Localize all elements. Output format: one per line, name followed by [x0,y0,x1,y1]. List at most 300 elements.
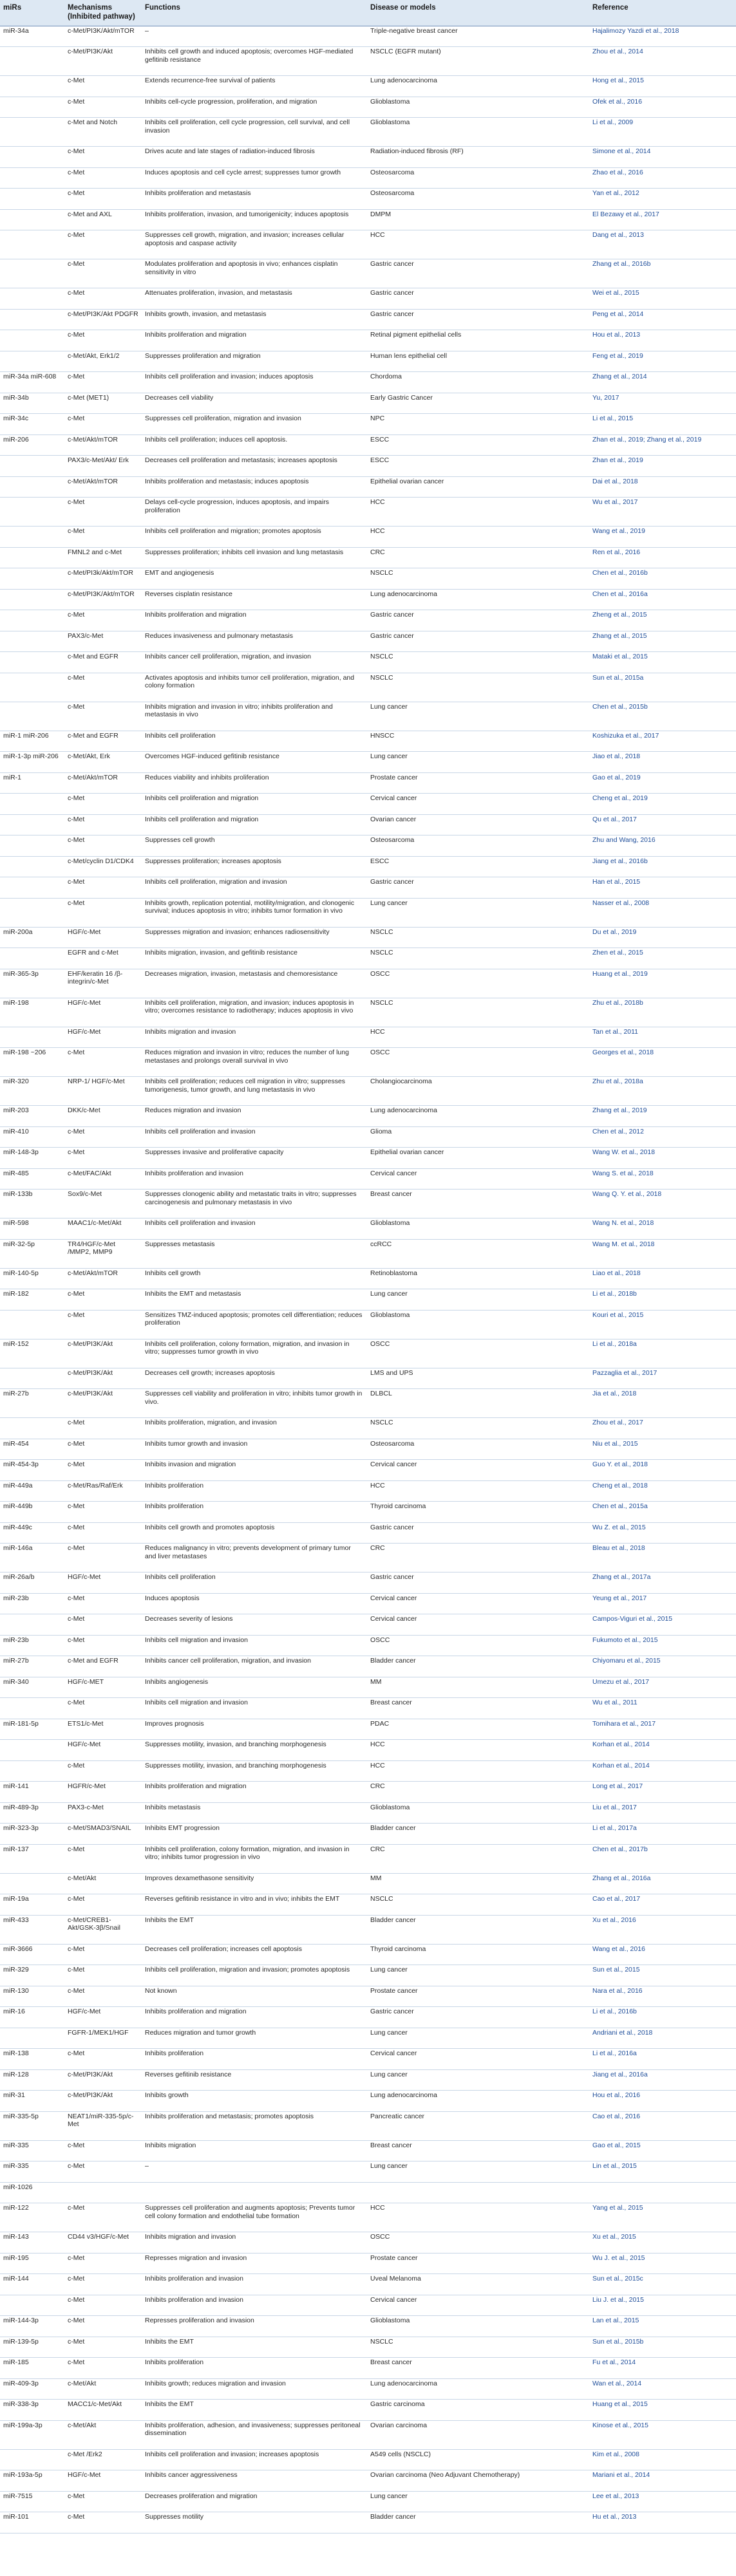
mechanism-cell: c-Met/FAC/Akt [64,1168,142,1190]
mechanism-cell: c-Met [64,1048,142,1077]
reference-cell: Yan et al., 2012 [589,189,736,210]
mir-cell: miR-365-3p [0,969,64,998]
table-row [0,2400,736,2421]
mir-cell [0,1368,64,1389]
mir-cell [0,1740,64,1761]
mechanism-cell: HGF/c-MET [64,1677,142,1698]
disease-cell: Gastric cancer [367,877,589,899]
reference-cell: Wang Q. Y. et al., 2018 [589,1190,736,1218]
table-row [0,2111,736,2140]
header-reference: Reference [589,0,736,26]
disease-cell: Lung cancer [367,752,589,773]
table-row [0,1168,736,1190]
table-row [0,1873,736,1894]
reference-cell: Fukumoto et al., 2015 [589,1635,736,1656]
disease-cell: Epithelial ovarian cancer [367,476,589,498]
table-row [0,1614,736,1636]
reference-cell: Zhu and Wang, 2016 [589,835,736,857]
mechanism-cell: MACC1/c-Met/Akt [64,2400,142,2421]
mir-cell: miR-34b [0,393,64,414]
table-row [0,568,736,590]
function-cell: Reduces migration and tumor growth [142,2028,367,2049]
table-row [0,288,736,310]
mir-cell: miR-3666 [0,1944,64,1965]
function-cell: Suppresses metastasis [142,1239,367,1268]
mechanism-cell: c-Met [64,2049,142,2070]
function-cell: Inhibits proliferation, migration, and invasion [142,1418,367,1439]
reference-cell: Zhen et al., 2015 [589,948,736,969]
reference-cell: Liao et al., 2018 [589,1268,736,1289]
reference-cell: Gao et al., 2019 [589,772,736,794]
disease-cell: Retinal pigment epithelial cells [367,330,589,351]
reference-cell: Korhan et al., 2014 [589,1760,736,1782]
mir-cell: miR-206 [0,434,64,456]
mechanism-cell: c-Met/Ras/Raf/Erk [64,1480,142,1502]
reference-cell: Kim et al., 2008 [589,2449,736,2470]
mechanism-cell: HGF/c-Met [64,927,142,948]
function-cell: Inhibits migration, invasion, and gefitinib resistance [142,948,367,969]
disease-cell: CRC [367,1544,589,1573]
mir-cell [0,498,64,527]
mechanism-cell: c-Met [64,610,142,631]
function-cell: Inhibits cell proliferation and migration [142,814,367,835]
mechanism-cell: c-Met [64,1289,142,1311]
disease-cell: Lung adenocarcinoma [367,2091,589,2112]
reference-cell: Hu et al., 2013 [589,2512,736,2534]
function-cell: Inhibits the EMT [142,1915,367,1944]
function-cell: Suppresses motility [142,2512,367,2534]
function-cell: Inhibits cell proliferation and invasion; increases apoptosis [142,2449,367,2470]
table-row [0,1310,736,1339]
reference-cell: Chen et al., 2016a [589,589,736,610]
mir-cell [0,631,64,652]
header-row [0,0,736,26]
disease-cell: NSCLC [367,998,589,1027]
mechanism-cell: c-Met/Akt [64,2420,142,2449]
mir-cell [0,814,64,835]
reference-cell: Hou et al., 2013 [589,330,736,351]
table-row [0,652,736,673]
table-row [0,1126,736,1148]
reference-cell: Liu J. et al., 2015 [589,2295,736,2316]
disease-cell: PDAC [367,1719,589,1740]
reference-cell: Li et al., 2009 [589,118,736,147]
table-row [0,1027,736,1048]
mir-cell [0,948,64,969]
mechanism-cell: c-Met [64,2140,142,2161]
mir-cell [0,527,64,548]
table-row [0,702,736,731]
mir-cell: miR-101 [0,2512,64,2534]
function-cell: Inhibits cell proliferation, migration and invasion [142,877,367,899]
function-cell: Inhibits proliferation [142,2358,367,2379]
mechanism-cell: c-Met [64,76,142,97]
table-row [0,1368,736,1389]
disease-cell: Bladder cancer [367,1915,589,1944]
mir-cell: miR-193a-5p [0,2470,64,2492]
table-row [0,456,736,477]
function-cell: Inhibits cell-cycle progression, proliferation, and migration [142,97,367,118]
mir-cell [0,259,64,288]
function-cell: Inhibits proliferation [142,2049,367,2070]
mechanism-cell: HGFR/c-Met [64,1782,142,1803]
table-row [0,1719,736,1740]
mir-cell [0,1027,64,1048]
mechanism-cell: HGF/c-Met [64,998,142,1027]
function-cell: Suppresses motility, invasion, and branching morphogenesis [142,1740,367,1761]
reference-cell: Tan et al., 2011 [589,1027,736,1048]
table-row [0,1740,736,1761]
table-row [0,2203,736,2232]
table-row [0,1802,736,1824]
mechanism-cell: FMNL2 and c-Met [64,547,142,568]
function-cell: Inhibits tumor growth and invasion [142,1439,367,1460]
mechanism-cell: c-Met and Notch [64,118,142,147]
mir-cell: miR-139-5p [0,2337,64,2358]
function-cell: Inhibits the EMT [142,2400,367,2421]
disease-cell: NSCLC [367,568,589,590]
table-row [0,476,736,498]
table-row [0,209,736,230]
mechanism-cell: c-Met/PI3K/Akt/mTOR [64,589,142,610]
reference-cell: Li et al., 2016b [589,2007,736,2028]
function-cell: Suppresses clonogenic ability and metastatic traits in vitro; suppresses carcinogenesis and pulmonary metastasis in vivo [142,1190,367,1218]
mir-cell [0,673,64,702]
function-cell [142,2182,367,2203]
table-row [0,814,736,835]
mechanism-cell: c-Met and EGFR [64,652,142,673]
mechanism-cell: c-Met/SMAD3/SNAIL [64,1824,142,1845]
mir-cell [0,589,64,610]
function-cell: Decreases cell proliferation and metastasis; increases apoptosis [142,456,367,477]
header-disease: Disease or models [367,0,589,26]
table-row [0,1698,736,1719]
mir-cell: miR-198 ~206 [0,1048,64,1077]
mir-cell: miR-320 [0,1077,64,1106]
mechanism-cell: EHF/keratin 16 /β-integrin/c-Met [64,969,142,998]
mir-cell [0,2028,64,2049]
function-cell: Inhibits proliferation and migration [142,1782,367,1803]
table-row [0,1106,736,1127]
table-row [0,898,736,927]
disease-cell: OSCC [367,1048,589,1077]
reference-cell: Cheng et al., 2019 [589,794,736,815]
disease-cell: Cervical cancer [367,1460,589,1481]
reference-cell: Zhang et al., 2016a [589,1873,736,1894]
function-cell: Inhibits proliferation, invasion, and tumorigenicity; induces apoptosis [142,209,367,230]
reference-cell: Zhan et al., 2019 [589,456,736,477]
function-cell: Decreases severity of lesions [142,1614,367,1636]
function-cell: Delays cell-cycle progression, induces apoptosis, and impairs proliferation [142,498,367,527]
table-row [0,351,736,372]
table-row [0,97,736,118]
disease-cell: Cervical cancer [367,2049,589,2070]
reference-cell: Wu et al., 2017 [589,498,736,527]
reference-cell: Umezu et al., 2017 [589,1677,736,1698]
disease-cell: Lung cancer [367,702,589,731]
function-cell: Reduces migration and invasion in vitro; reduces the number of lung metastases and prolongs overall survival in vivo [142,1048,367,1077]
table-row [0,2232,736,2254]
mechanism-cell: c-Met [64,2203,142,2232]
mir-cell [0,147,64,168]
mir-cell [0,189,64,210]
mir-cell [0,702,64,731]
function-cell: Decreases migration, invasion, metastasis and chemoresistance [142,969,367,998]
disease-cell: Bladder cancer [367,1656,589,1677]
function-cell: Induces apoptosis [142,1593,367,1614]
function-cell: Sensitizes TMZ-induced apoptosis; promotes cell differentiation; reduces proliferation [142,1310,367,1339]
function-cell: Inhibits the EMT and metastasis [142,1289,367,1311]
reference-cell: Chen et al., 2016b [589,568,736,590]
mir-cell: miR-449b [0,1502,64,1523]
reference-cell: Li et al., 2015 [589,414,736,435]
mechanism-cell: DKK/c-Met [64,1106,142,1127]
mir-cell: miR-200a [0,927,64,948]
mir-cell: miR-34c [0,414,64,435]
reference-cell: Korhan et al., 2014 [589,1740,736,1761]
mir-cell: miR-1 miR-206 [0,731,64,752]
reference-cell: Cao et al., 2017 [589,1894,736,1916]
disease-cell: Osteosarcoma [367,167,589,189]
table-row [0,998,736,1027]
mechanism-cell: c-Met [64,2512,142,2534]
reference-cell: Du et al., 2019 [589,927,736,948]
reference-cell: Wan et al., 2014 [589,2378,736,2400]
function-cell: – [142,2161,367,2183]
table-row [0,2295,736,2316]
disease-cell: NSCLC [367,1894,589,1916]
reference-cell: Sun et al., 2015a [589,673,736,702]
disease-cell: Ovarian carcinoma [367,2420,589,2449]
disease-cell: Osteosarcoma [367,1439,589,1460]
function-cell: Induces apoptosis and cell cycle arrest; suppresses tumor growth [142,167,367,189]
function-cell: Not known [142,1986,367,2007]
function-cell: Improves dexamethasone sensitivity [142,1873,367,1894]
mechanism-cell: c-Met [64,372,142,393]
disease-cell: ccRCC [367,1239,589,1268]
function-cell: Inhibits proliferation and migration [142,610,367,631]
disease-cell: NSCLC [367,652,589,673]
mechanism-cell: c-Met [64,877,142,899]
mechanism-cell: FGFR-1/MEK1/HGF [64,2028,142,2049]
function-cell: Inhibits cell proliferation, cell cycle progression, cell survival, and cell invasion [142,118,367,147]
mir-cell: miR-144 [0,2274,64,2295]
table-row [0,2316,736,2337]
table-row [0,1986,736,2007]
reference-cell: Wang N. et al., 2018 [589,1218,736,1240]
disease-cell: Osteosarcoma [367,189,589,210]
reference-cell: Wang et al., 2016 [589,1944,736,1965]
mir-cell: miR-27b [0,1656,64,1677]
disease-cell: Radiation-induced fibrosis (RF) [367,147,589,168]
mechanism-cell: c-Met/PI3K/Akt [64,47,142,76]
disease-cell: Lung cancer [367,1965,589,1986]
table-row [0,1824,736,1845]
disease-cell: Glioblastoma [367,1310,589,1339]
mir-cell [0,118,64,147]
table-row [0,2274,736,2295]
mechanism-cell: c-Met [64,2358,142,2379]
disease-cell: Glioblastoma [367,2316,589,2337]
reference-cell: Lan et al., 2015 [589,2316,736,2337]
function-cell: Inhibits cancer cell proliferation, migration, and invasion [142,1656,367,1677]
mechanism-cell: c-Met [64,1148,142,1169]
function-cell: Inhibits cell proliferation and migration [142,794,367,815]
function-cell: Inhibits proliferation [142,1502,367,1523]
mir-cell [0,1760,64,1782]
table-row [0,610,736,631]
table-row [0,167,736,189]
function-cell: Represses migration and invasion [142,2253,367,2274]
function-cell: Suppresses proliferation; increases apoptosis [142,856,367,877]
reference-cell: Zhao et al., 2016 [589,167,736,189]
mechanism-cell: Sox9/c-Met [64,1190,142,1218]
reference-cell: Chiyomaru et al., 2015 [589,1656,736,1677]
mir-cell [0,877,64,899]
function-cell: Inhibits proliferation and invasion [142,2295,367,2316]
disease-cell: Lung adenocarcinoma [367,1106,589,1127]
table-row [0,1782,736,1803]
disease-cell: Gastric carcinoma [367,2400,589,2421]
function-cell: Inhibits proliferation and metastasis; promotes apoptosis [142,2111,367,2140]
table-row [0,1289,736,1311]
table-row [0,1760,736,1782]
table-row [0,1944,736,1965]
mechanism-cell: c-Met [64,189,142,210]
function-cell: Inhibits cell migration and invasion [142,1635,367,1656]
mechanism-cell: c-Met [64,1614,142,1636]
mir-cell: miR-143 [0,2232,64,2254]
reference-cell: Zheng et al., 2015 [589,610,736,631]
reference-cell: Mariani et al., 2014 [589,2470,736,2492]
mir-cell: miR-203 [0,1106,64,1127]
reference-cell: Long et al., 2017 [589,1782,736,1803]
reference-cell: Zhang et al., 2016b [589,259,736,288]
disease-cell: Lung adenocarcinoma [367,589,589,610]
function-cell: Suppresses proliferation and migration [142,351,367,372]
mir-cell: miR-1 [0,772,64,794]
mir-cell: miR-19a [0,1894,64,1916]
table-row [0,1048,736,1077]
reference-cell: Sun et al., 2015 [589,1965,736,1986]
reference-cell: Chen et al., 2015b [589,702,736,731]
reference-cell: Wang et al., 2019 [589,527,736,548]
table-row [0,118,736,147]
disease-cell: CRC [367,547,589,568]
function-cell: Drives acute and late stages of radiation-induced fibrosis [142,147,367,168]
mechanism-cell: c-Met and EGFR [64,731,142,752]
table-row [0,309,736,330]
reference-cell: Xu et al., 2015 [589,2232,736,2254]
mir-cell: miR-1-3p miR-206 [0,752,64,773]
function-cell: Decreases cell viability [142,393,367,414]
function-cell: Inhibits metastasis [142,1802,367,1824]
reference-cell: Hajalimozy Yazdi et al., 2018 [589,26,736,47]
disease-cell: Uveal Melanoma [367,2274,589,2295]
table-row [0,2491,736,2512]
table-row [0,2161,736,2183]
function-cell: EMT and angiogenesis [142,568,367,590]
reference-cell: Hong et al., 2015 [589,76,736,97]
disease-cell: Lung cancer [367,2069,589,2091]
mir-cell: miR-1026 [0,2182,64,2203]
mir-cell [0,167,64,189]
reference-cell [589,2182,736,2203]
disease-cell: Prostate cancer [367,1986,589,2007]
reference-cell: Yu, 2017 [589,393,736,414]
reference-cell: Han et al., 2015 [589,877,736,899]
disease-cell: HCC [367,527,589,548]
disease-cell: Thyroid carcinoma [367,1944,589,1965]
mechanism-cell: HGF/c-Met [64,1740,142,1761]
table-row [0,877,736,899]
function-cell: Reduces viability and inhibits proliferation [142,772,367,794]
reference-cell: Ren et al., 2016 [589,547,736,568]
mechanism-cell: c-Met [64,1544,142,1573]
table-row [0,76,736,97]
table-row [0,1077,736,1106]
reference-cell: Zhang et al., 2017a [589,1573,736,1594]
disease-cell: CRC [367,1782,589,1803]
mechanism-cell: c-Met [64,1593,142,1614]
disease-cell: Gastric cancer [367,259,589,288]
disease-cell: Early Gastric Cancer [367,393,589,414]
table-row [0,2512,736,2534]
mechanism-cell: c-Met [64,1522,142,1544]
mir-cell [0,835,64,857]
mechanism-cell: PAX3/c-Met/Akt/ Erk [64,456,142,477]
mechanism-cell: c-Met [64,794,142,815]
mechanism-cell: NRP-1/ HGF/c-Met [64,1077,142,1106]
disease-cell: HCC [367,230,589,259]
function-cell: Decreases cell proliferation; increases cell apoptosis [142,1944,367,1965]
reference-cell: Zhu et al., 2018b [589,998,736,1027]
reference-cell: Wei et al., 2015 [589,288,736,310]
table-row [0,147,736,168]
disease-cell: HCC [367,1480,589,1502]
table-body [0,26,736,2533]
reference-cell: Dai et al., 2018 [589,476,736,498]
mechanism-cell: HGF/c-Met [64,1573,142,1594]
reference-cell: Lee et al., 2013 [589,2491,736,2512]
function-cell: Inhibits cell proliferation [142,731,367,752]
table-row [0,731,736,752]
function-cell: Suppresses migration and invasion; enhances radiosensitivity [142,927,367,948]
mir-cell [0,47,64,76]
function-cell: Inhibits invasion and migration [142,1460,367,1481]
mir-cell: miR-449c [0,1522,64,1544]
reference-cell: Kinose et al., 2015 [589,2420,736,2449]
mir-cell: miR-26a/b [0,1573,64,1594]
mechanism-cell: c-Met and EGFR [64,1656,142,1677]
table-row [0,2358,736,2379]
mir-cell: miR-199a-3p [0,2420,64,2449]
mir-cell: miR-335 [0,2161,64,2183]
disease-cell: Gastric cancer [367,1573,589,1594]
mir-cell [0,351,64,372]
mir-cell [0,794,64,815]
mir-cell [0,652,64,673]
mir-cell: miR-454-3p [0,1460,64,1481]
mechanism-cell: c-Met/Akt/mTOR [64,772,142,794]
mechanism-cell: c-Met [64,1894,142,1916]
mechanism-cell: ETS1/c-Met [64,1719,142,1740]
function-cell: Inhibits proliferation [142,1480,367,1502]
table-row [0,1339,736,1368]
mir-cell [0,547,64,568]
mir-cell: miR-141 [0,1782,64,1803]
disease-cell: ESCC [367,456,589,477]
